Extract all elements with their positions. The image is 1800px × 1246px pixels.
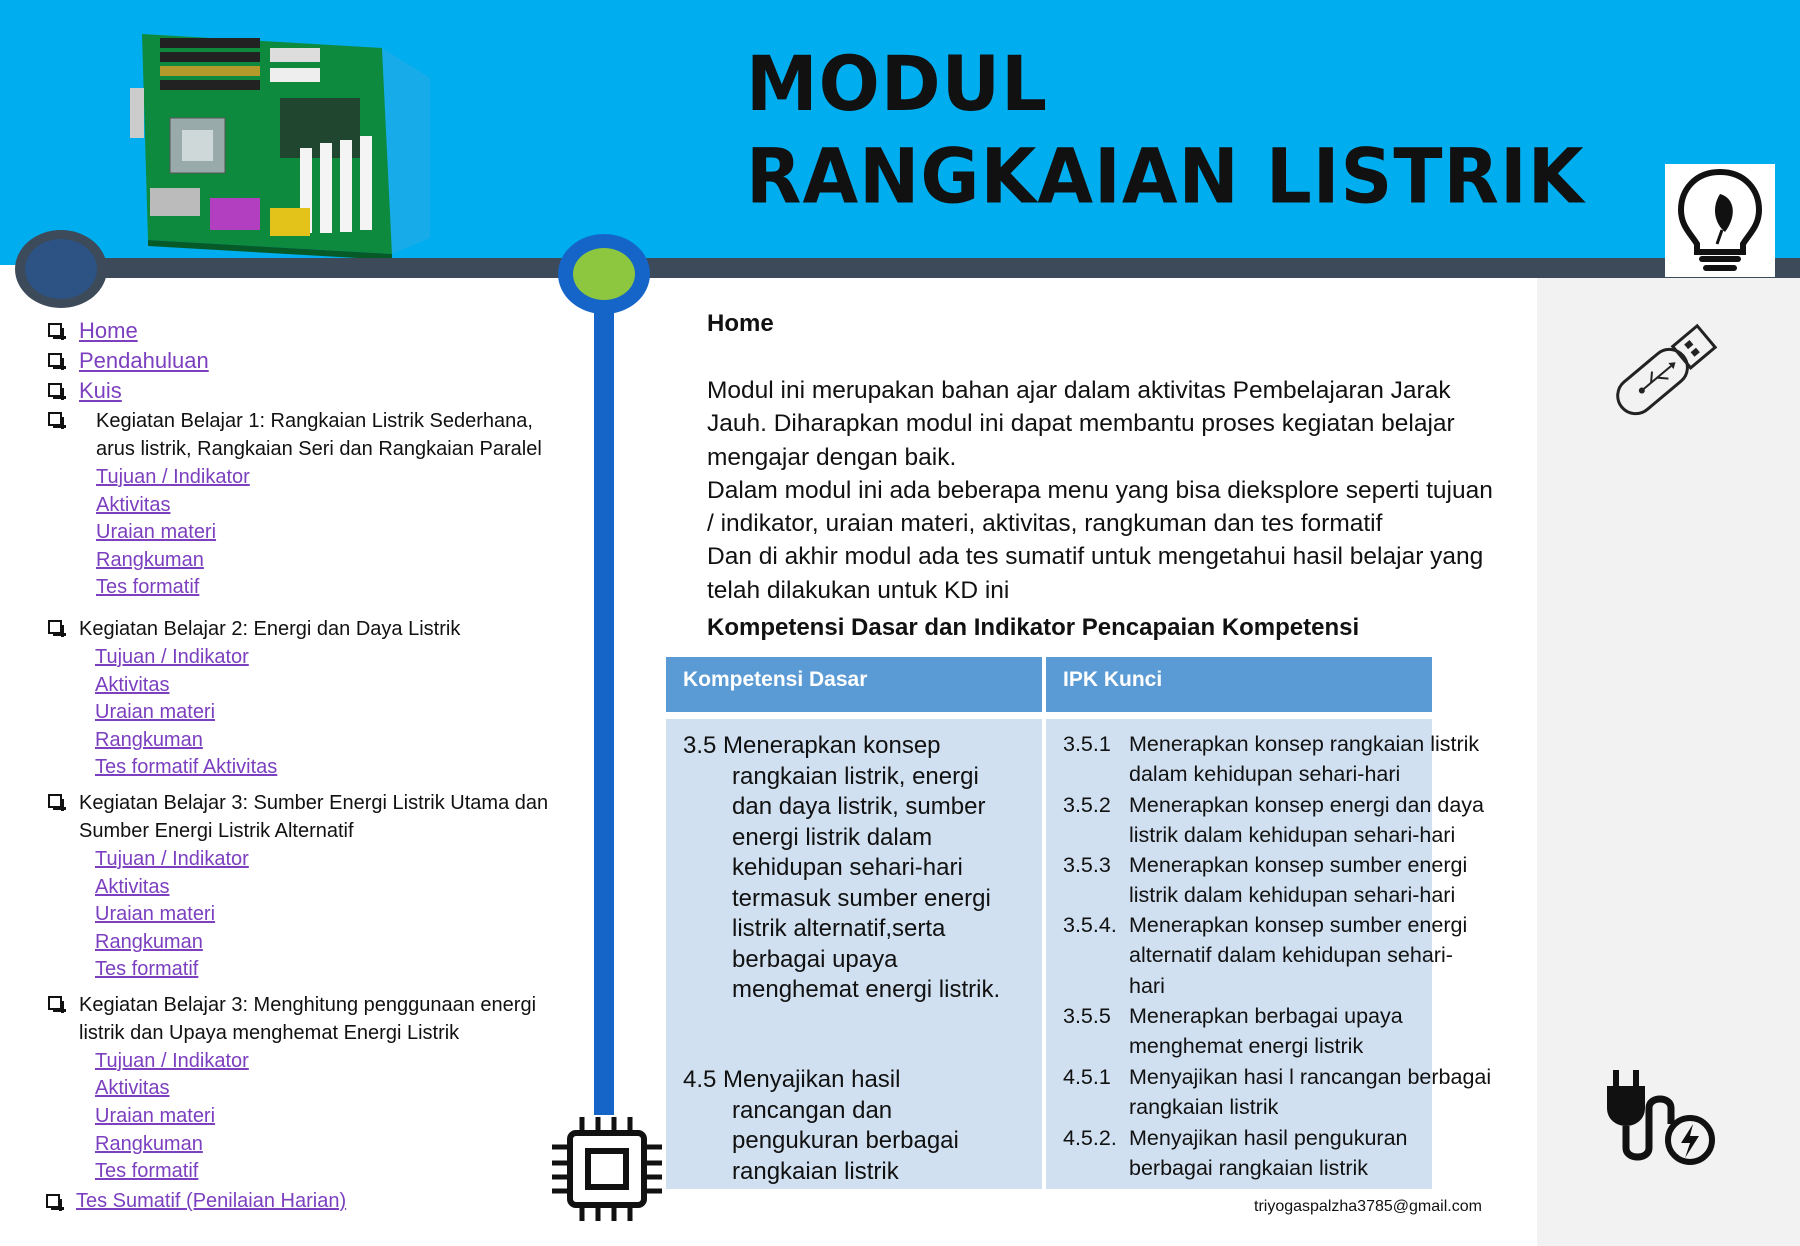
table-header-kompetensi-dasar: Kompetensi Dasar — [666, 657, 1042, 712]
kb4-link-tujuan[interactable]: Tujuan / Indikator — [95, 1050, 249, 1072]
checkbox-bullet-icon — [48, 412, 62, 426]
checkbox-bullet-icon — [48, 323, 62, 337]
kd-text-line: dan daya listrik, sumber — [732, 793, 986, 820]
kb3-link-rangkuman[interactable]: Rangkuman — [95, 931, 203, 953]
kb4-link-rangkuman[interactable]: Rangkuman — [95, 1133, 203, 1155]
kb1-link-uraian[interactable]: Uraian materi — [96, 521, 217, 543]
checkbox-bullet-icon — [48, 383, 62, 397]
nav-link-pendahuluan[interactable]: Pendahuluan — [79, 348, 209, 373]
kb1-link-aktivitas[interactable]: Aktivitas — [96, 494, 171, 516]
kb2-link-uraian[interactable]: Uraian materi — [95, 701, 216, 723]
checkbox-bullet-icon — [48, 996, 62, 1010]
ipk-number: 3.5.2 — [1063, 793, 1111, 817]
kd-item — [683, 731, 1000, 1006]
ipk-text-line: Menyajikan hasi l rancangan berbagai — [1129, 1065, 1492, 1089]
kd-text-line: berbagai upaya — [732, 945, 898, 973]
kb3-link-aktivitas[interactable]: Aktivitas — [95, 876, 170, 898]
kb4-link-aktivitas[interactable]: Aktivitas — [95, 1077, 170, 1099]
kb1-link-rangkuman[interactable]: Rangkuman — [96, 549, 204, 571]
ipk-text-line: berbagai rangkaian listrik — [1129, 1156, 1369, 1181]
competency-table — [666, 657, 1532, 1189]
kb3-link-tujuan[interactable]: Tujuan / Indikator — [95, 848, 249, 870]
table-cell-ipk — [1046, 719, 1492, 1189]
kd-text-line: kehidupan sehari-hari — [732, 854, 963, 881]
kd-text: Menerapkan konsep — [723, 732, 941, 759]
ipk-text-line: menghemat energi listrik — [1129, 1034, 1364, 1059]
kb3-link-tes-formatif[interactable]: Tes formatif — [95, 958, 199, 980]
ipk-text-line: listrik dalam kehidupan sehari-hari — [1129, 883, 1456, 908]
kd-text-line: menghemat energi listrik. — [732, 976, 1001, 1003]
ipk-text-line: Menerapkan konsep sumber energi — [1129, 913, 1468, 937]
ipk-item — [1063, 1001, 1523, 1062]
page-title — [746, 38, 1585, 223]
section-heading: Home — [707, 310, 774, 337]
motherboard-image — [130, 28, 430, 258]
kb3-link-uraian[interactable]: Uraian materi — [95, 903, 216, 925]
table-header-ipk-kunci: IPK Kunci — [1046, 657, 1432, 712]
checkbox-bullet-icon — [48, 353, 62, 367]
kb2-title: Kegiatan Belajar 2: Energi dan Daya Listrik — [79, 618, 461, 640]
intro-line: telah dilakukan untuk KD ini — [707, 576, 1010, 604]
kb1-title-line2: arus listrik, Rangkaian Seri dan Rangkaian Paralel — [96, 438, 542, 460]
kb2-link-aktivitas[interactable]: Aktivitas — [95, 674, 170, 696]
kd-text-line: rancangan dan — [732, 1096, 893, 1124]
ipk-text-line: dalam kehidupan sehari-hari — [1129, 762, 1401, 787]
kb4-link-uraian[interactable]: Uraian materi — [95, 1105, 216, 1127]
kd-ipk-heading: Kompetensi Dasar dan Indikator Pencapaian Kompetensi — [707, 614, 1360, 641]
author-email: triyogaspalzha3785@gmail.com — [1254, 1198, 1482, 1215]
nav-link-tes-sumatif[interactable]: Tes Sumatif (Penilaian Harian) — [76, 1190, 347, 1212]
kd-text-line: termasuk sumber energi — [732, 884, 991, 912]
nav-link-kuis[interactable]: Kuis — [79, 378, 122, 403]
kb4-link-tes-formatif[interactable]: Tes formatif — [95, 1160, 199, 1182]
kb1-link-tujuan[interactable]: Tujuan / Indikator — [96, 466, 250, 488]
kb3-title-line2: Sumber Energi Listrik Alternatif — [79, 820, 354, 842]
kb2-link-rangkuman[interactable]: Rangkuman — [95, 729, 203, 751]
nav-item-pendahuluan — [48, 348, 209, 374]
ipk-text-line: rangkaian listrik — [1129, 1095, 1279, 1120]
ipk-number: 3.5.4. — [1063, 913, 1117, 937]
ipk-number: 4.5.2. — [1063, 1126, 1117, 1150]
ipk-text-line: hari — [1129, 973, 1165, 998]
kb4-title-line2: listrik dan Upaya menghemat Energi Listrik — [79, 1022, 460, 1044]
ipk-number: 3.5.5 — [1063, 1004, 1111, 1028]
kd-text-line: rangkaian listrik — [732, 1157, 899, 1185]
intro-line: Dan di akhir modul ada tes sumatif untuk mengetahui hasil belajar yang — [707, 543, 1484, 571]
timeline-node-middle — [558, 234, 650, 314]
table-cell-kd — [666, 719, 1042, 1189]
intro-line: mengajar dengan baik. — [707, 443, 957, 471]
timeline-node-left — [15, 230, 107, 308]
power-plug-icon — [1605, 1068, 1725, 1168]
ipk-number: 3.5.1 — [1063, 732, 1111, 756]
kb2-link-tes-formatif[interactable]: Tes formatif Aktivitas — [95, 756, 278, 778]
timeline-vertical-line — [594, 300, 614, 1125]
intro-paragraph — [707, 374, 1527, 607]
kb2-link-tujuan[interactable]: Tujuan / Indikator — [95, 646, 249, 668]
kd-text: Menyajikan hasil — [723, 1066, 901, 1093]
ipk-text-line: Menyajikan hasil pengukuran — [1129, 1126, 1408, 1150]
ipk-text-line: Menerapkan berbagai upaya — [1129, 1004, 1403, 1028]
kd-text-line: listrik alternatif,serta — [732, 915, 946, 942]
checkbox-bullet-icon — [46, 1194, 60, 1208]
ipk-text-line: Menerapkan konsep rangkaian listrik — [1129, 732, 1480, 756]
ipk-text-line: Menerapkan konsep sumber energi — [1129, 853, 1468, 877]
ipk-text-line: alternatif dalam kehidupan sehari- — [1129, 943, 1453, 968]
header-divider-bar — [60, 258, 1800, 278]
ipk-number: 4.5.1 — [1063, 1065, 1111, 1089]
ipk-item — [1063, 910, 1523, 1001]
ipk-item — [1063, 790, 1523, 851]
kd-text-line: pengukuran berbagai — [732, 1127, 959, 1154]
intro-line: / indikator, uraian materi, aktivitas, rangkuman dan tes formatif — [707, 510, 1383, 538]
ipk-item — [1063, 850, 1523, 911]
intro-line: Jauh. Diharapkan modul ini dapat membantu proses kegiatan belajar — [707, 410, 1455, 438]
kb3-title-line1: Kegiatan Belajar 3: Sumber Energi Listrik Utama dan — [79, 792, 549, 814]
kb1-title-line1: Kegiatan Belajar 1: Rangkaian Listrik Sederhana, — [96, 410, 533, 432]
kd-text-line: energi listrik dalam — [732, 823, 933, 851]
title-line-2: RANGKAIAN LISTRIK — [746, 132, 1585, 221]
kd-number: 3.5 — [683, 732, 717, 759]
ipk-number: 3.5.3 — [1063, 853, 1111, 877]
cpu-chip-icon — [548, 1115, 666, 1223]
lightbulb-leaf-icon — [1665, 164, 1775, 277]
title-line-1: MODUL — [746, 39, 1048, 128]
ipk-item — [1063, 1062, 1523, 1123]
kd-number: 4.5 — [683, 1066, 717, 1093]
checkbox-bullet-icon — [48, 620, 62, 634]
ipk-item — [1063, 729, 1523, 790]
nav-item-home — [48, 318, 138, 344]
kd-item — [683, 1065, 959, 1187]
kb4-title-line1: Kegiatan Belajar 3: Menghitung penggunaan energi — [79, 994, 537, 1016]
ipk-text-line: Menerapkan konsep energi dan daya — [1129, 793, 1485, 817]
usb-drive-icon — [1600, 315, 1725, 427]
intro-line: Modul ini merupakan bahan ajar dalam aktivitas Pembelajaran Jarak — [707, 377, 1451, 404]
nav-item-kuis — [48, 378, 122, 404]
checkbox-bullet-icon — [48, 794, 62, 808]
ipk-item — [1063, 1123, 1523, 1184]
kb1-link-tes-formatif[interactable]: Tes formatif — [96, 576, 200, 598]
kd-text-line: rangkaian listrik, energi — [732, 762, 979, 790]
nav-link-home[interactable]: Home — [79, 318, 138, 343]
intro-line: Dalam modul ini ada beberapa menu yang bisa dieksplore seperti tujuan — [707, 476, 1493, 504]
ipk-text-line: listrik dalam kehidupan sehari-hari — [1129, 823, 1456, 848]
